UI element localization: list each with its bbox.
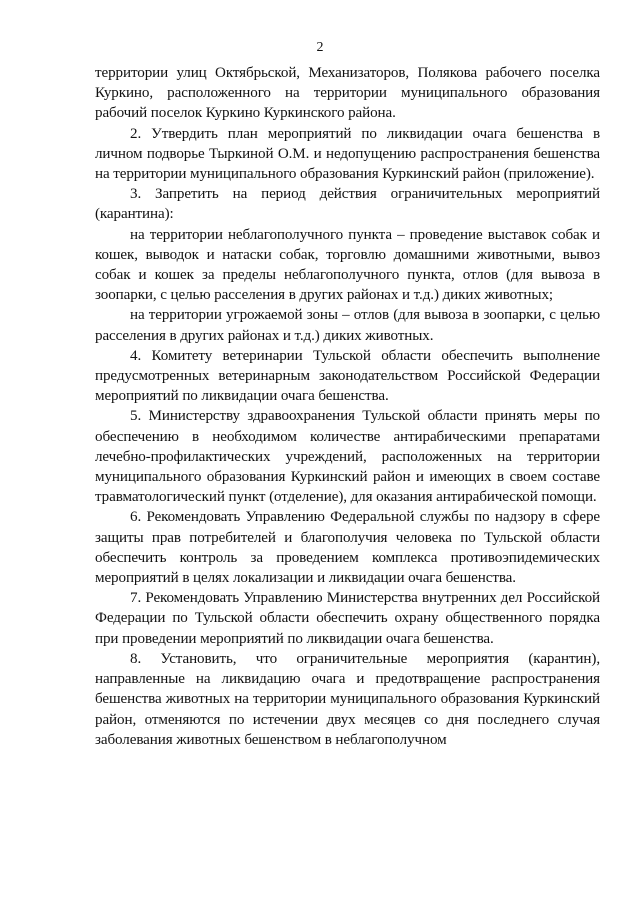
paragraph-item-3: 3. Запретить на период действия ограничительных мероприятий (карантина): [95,186,600,223]
paragraph-item-6: 6. Рекомендовать Управлению Федеральной службы по надзору в сфере защиты прав потребителей и благополучия человека по Тульской области обеспечить контроль за проведением комплекса противоэпидемических мероприятий в целях локализации и ликвидации очага бешенства. [95,509,600,587]
paragraph-item-3-subitem-2: на территории угрожаемой зоны – отлов (для вывоза в зоопарки, с целью расселения в других районах и т.д.) диких животных. [95,307,600,344]
paragraph-item-7: 7. Рекомендовать Управлению Министерства внутренних дел Российской Федерации по Тульской области обеспечить охрану общественного порядка при проведении мероприятий по ликвидации очага бешенства. [95,590,600,647]
paragraph-continuation: территории улиц Октябрьской, Механизаторов, Полякова рабочего поселка Куркино, расположенного на территории муниципального образования рабочий поселок Куркино Куркинского района. [95,65,600,122]
paragraph-item-4: 4. Комитету ветеринарии Тульской области обеспечить выполнение предусмотренных ветеринарным законодательством Российской Федерации мероприятий по ликвидации очага бешенства. [95,347,600,405]
page-number: 2 [316,40,324,55]
paragraph-item-8: 8. Установить, что ограничительные мероприятия (карантин), направленные на ликвидацию очага и предотвращение распространения бешенства животных на территории муниципального образования Куркинский район, отменяются по истечении двух месяцев со дня последнего случая заболевания животных бешенством в неблагополучном [95,650,600,748]
paragraph-item-5: 5. Министерству здравоохранения Тульской области принять меры по обеспечению в необходимом количестве антирабическими препаратами лечебно-профилактических учреждений, расположенных на территории муниципального образования Куркинский район и имеющих в своем составе травматологический пункт (отделение), для оказания антирабической помощи. [95,408,600,506]
paragraph-item-3-subitem-1: на территории неблагополучного пункта – проведение выставок собак и кошек, выводок и натаски собак, торговлю домашними животными, вывоз собак и кошек за пределы неблагополучного пункта, отлов (для вывоза в зоопарки, с целью расселения в других районах и т.д.) диких животных; [95,226,600,304]
document-body [95,63,600,750]
paragraph-item-2: 2. Утвердить план мероприятий по ликвидации очага бешенства в личном подворье Тыркиной О.М. и недопущению распространения бешенства на территории муниципального образования Куркинский район (приложение). [95,125,600,183]
